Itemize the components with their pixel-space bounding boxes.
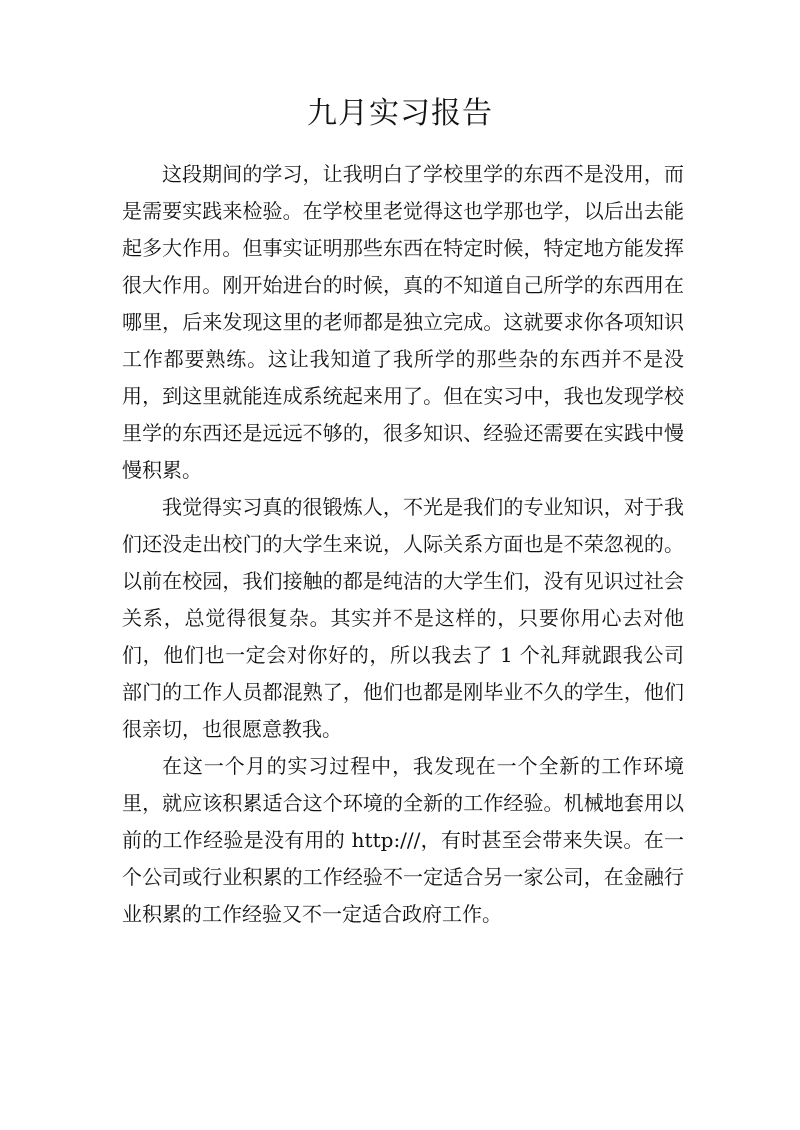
paragraph-3: 在这一个月的实习过程中，我发现在一个全新的工作环境里，就应该积累适合这个环境的全新的工作经验。机械地套用以前的工作经验是没有用的 http:///，有时甚至会带来失误。在一个公司或行业积累的工作经验不一定适合另一家公司，在金融行业积累的工作经验又不一定适合政府工作。 [122,754,684,926]
paragraph-2: 我觉得实习真的很锻炼人，不光是我们的专业知识，对于我们还没走出校门的大学生来说，人际关系方面也是不荣忽视的。以前在校园，我们接触的都是纯洁的大学生们，没有见识过社会关系，总觉得很复杂。其实并不是这样的，只要你用心去对他们，他们也一定会对你好的，所以我去了 1 个礼拜就跟我公司部门的工作人员都混熟了，他们也都是刚毕业不久的学生，他们很亲切，也很愿意教我。 [122,495,684,741]
paragraph-1: 这段期间的学习，让我明白了学校里学的东西不是没用，而是需要实践来检验。在学校里老觉得这也学那也学，以后出去能起多大作用。但事实证明那些东西在特定时候，特定地方能发挥很大作用。刚开始进台的时候，真的不知道自己所学的东西用在哪里，后来发现这里的老师都是独立完成。这就要求你各项知识工作都要熟练。这让我知道了我所学的那些杂的东西并不是没用，到这里就能连成系统起来用了。但在实习中，我也发现学校里学的东西还是远远不够的，很多知识、经验还需要在实践中慢慢积累。 [122,162,684,482]
document-body [122,156,684,933]
document-title: 九月实习报告 [307,96,493,131]
